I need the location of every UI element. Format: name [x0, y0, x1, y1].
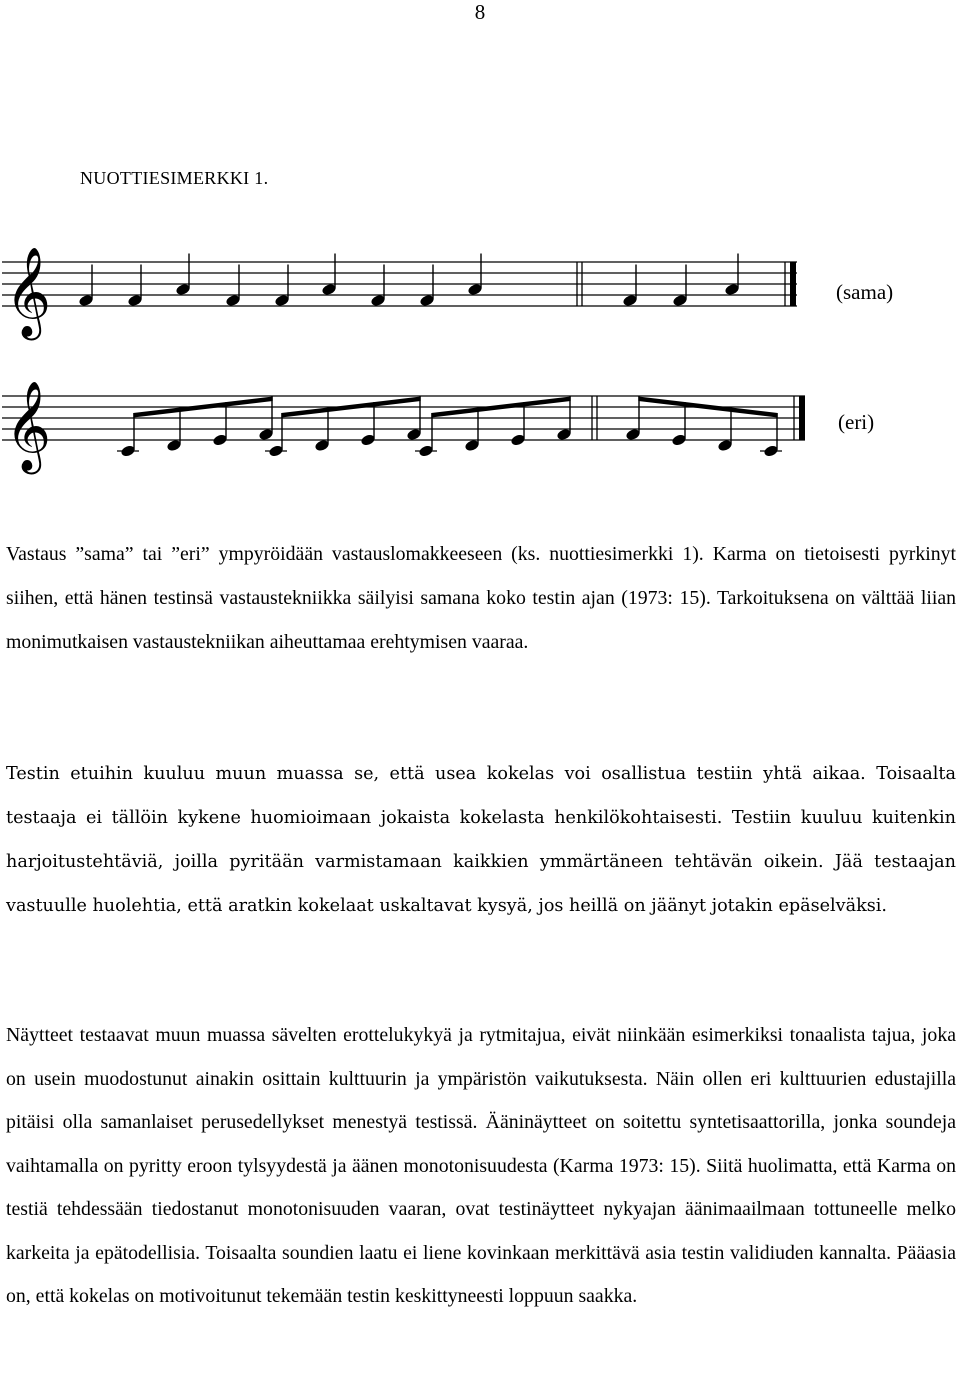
staff-sama [2, 247, 797, 341]
paragraph-text: Näytteet testaavat muun muassa sävelten erottelukykyä ja rytmitajua, eivät niinkään esimerkiksi tonaalista tajua, joka on usein muodostunut ainakin osittain kulttuurin ja ympäristön vaikutuksesta. Näin ollen eri kulttuurien edustajilla pitäisi olla samanlaiset perusedellykset menestyä testissä. Ääninäytteet on soitettu syntetisaattorilla, jonka soundeja vaihtamalla on pyritty eroon tylsyydestä ja äänen monotonisuudesta (Karma 1973: 15). Siitä huolimatta, että Karma on testiä tehdessään tiedostanut monotonisuuden vaaran, ovat testinäytteet nykyajan äänimaailmaan tottuneelle melko karkeita ja epätodellisia. Toisaalta soundien laatu ei liene kovinkaan merkittävä asia testin validiuden kannalta. Pääasia on, että kokelas on motivoitunut tekemään testin keskittyneesti loppuun saakka. [6, 1024, 956, 1307]
staff-label-sama: (sama) [836, 280, 894, 304]
paragraph-text: Testin etuihin kuuluu muun muassa se, että usea kokelas voi osallistua testiin yhtä aikaa. Toisaalta testaaja ei tällöin kykene huomioimaan jokaista kokelasta henkilökohtaisesti. Testiin kuuluu kuitenkin harjoitustehtäviä, joilla pyritään varmistamaan kaikkien ymmärtäneen tehtävän oikein. Jää testaajan vastuulle huolehtia, että aratkin kokelaat uskaltavat kysyä, jos heillä on jäänyt jotakin epäselväksi. [6, 764, 956, 916]
paragraph-samples [6, 1014, 956, 1319]
music-examples [0, 0, 960, 520]
example-title: NUOTTIESIMERKKI 1. [80, 168, 269, 188]
paragraph-test-advantages [6, 752, 956, 928]
treble-clef-icon: 𝄞 [5, 247, 52, 337]
final-barline [799, 396, 805, 440]
paragraph-response-method [6, 532, 956, 664]
page-number: 8 [474, 0, 486, 24]
treble-clef-icon: 𝄞 [5, 381, 52, 471]
final-barline [790, 262, 796, 306]
staff-label-eri: (eri) [838, 410, 875, 434]
paragraph-text: Vastaus ”sama” tai ”eri” ympyröidään vastauslomakkeeseen (ks. nuottiesimerkki 1). Karma on tietoisesti pyrkinyt siihen, että hänen testinsä vastaustekniikka säilyisi samana koko testin ajan (1973: 15). Tarkoituksena on välttää liian monimutkaisen vastaustekniikan aiheuttamaa erehtymisen vaaraa. [6, 543, 956, 653]
staff-eri [2, 381, 805, 475]
